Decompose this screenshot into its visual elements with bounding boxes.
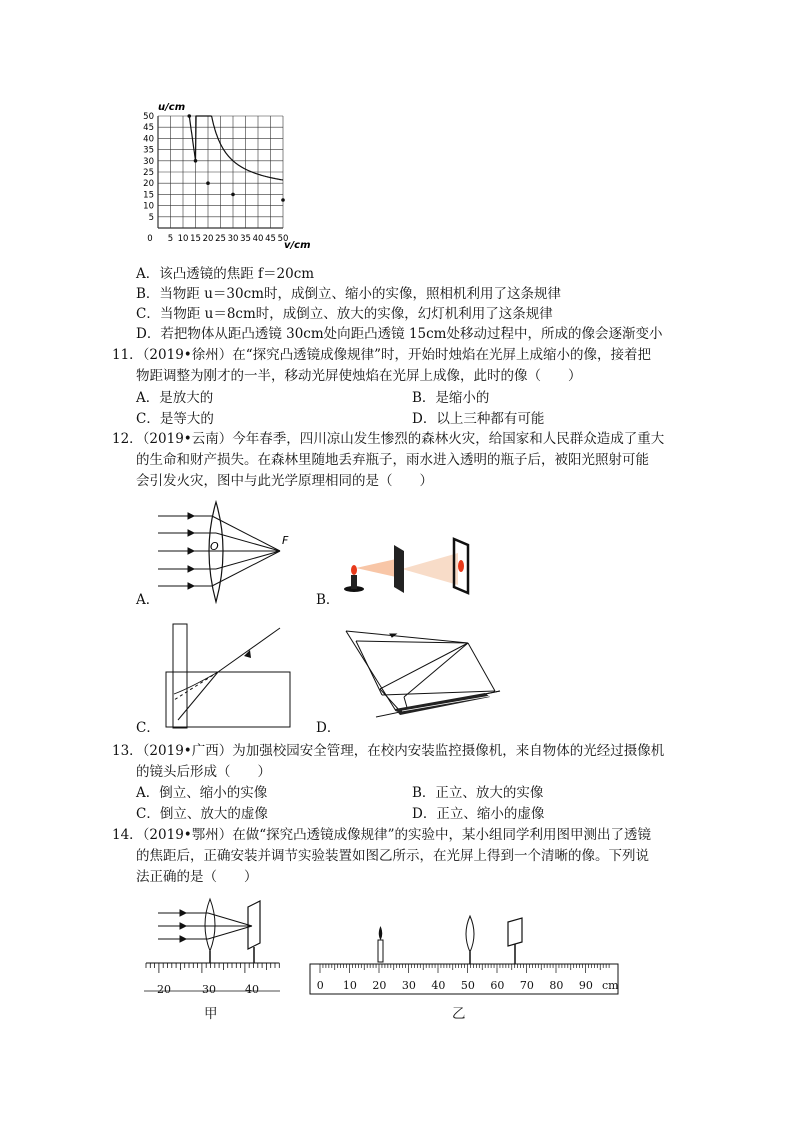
- graph-point: [194, 159, 198, 163]
- uv-graph: [130, 96, 330, 256]
- yi-tick-label: 80: [549, 979, 564, 992]
- q12-option-b: B．: [316, 592, 340, 608]
- q10-option-c: C．当物距 u＝8cm时，成倒立、放大的实像，幻灯机利用了这条规律: [136, 306, 553, 322]
- x-tick-label: 10: [177, 234, 189, 244]
- y-tick-label: 25: [143, 168, 154, 178]
- q13-option-a: A．倒立、缩小的实像: [136, 785, 268, 801]
- q14-stem-line1: 14．（2019•鄂州）在做“探究凸透镜成像规律”的实验中，某小组同学利用图甲测出了透镜: [112, 827, 652, 843]
- graph-point: [187, 114, 191, 118]
- q10-option-b: B．当物距 u＝30cm时，成倒立、缩小的实像，照相机利用了这条规律: [136, 286, 561, 302]
- y-tick-label: 35: [143, 145, 154, 156]
- graph-grid: [158, 116, 283, 228]
- jia-tick-20: 20: [157, 983, 171, 996]
- yi-tick-label: 50: [460, 979, 475, 992]
- y-tick-label: 5: [148, 212, 154, 223]
- x-tick-label: 35: [240, 234, 251, 244]
- x-tick-label: 40: [252, 234, 264, 244]
- graph-x-ticks: [147, 234, 288, 244]
- q10-option-a: A．该凸透镜的焦距 f＝20cm: [136, 266, 315, 282]
- x-tick-label: 20: [202, 234, 214, 244]
- q13-stem-line1: 13．（2019•广西）为加强校园安全管理，在校内安装监控摄像机，来自物体的光经过摄像机: [112, 743, 665, 759]
- graph-point: [281, 198, 285, 202]
- yi-tick-label: 20: [372, 979, 387, 992]
- q11-stem-line1: 11．（2019•徐州）在“探究凸透镜成像规律”时，开始时烛焰在光屏上成缩小的像，接着把: [112, 347, 652, 363]
- y-tick-label: 45: [143, 123, 154, 134]
- q13-stem-line2: 的镜头后形成（ ）: [136, 764, 271, 780]
- x-tick-label: 30: [227, 234, 239, 244]
- q12-fig-c-refraction: [160, 620, 300, 730]
- q11-option-d: D．以上三种都有可能: [412, 411, 545, 427]
- x-tick-label: 0: [147, 234, 153, 244]
- x-tick-label: 15: [190, 234, 201, 244]
- q14-stem-line3: 法正确的是（ ）: [136, 869, 258, 885]
- q13-option-c: C．倒立、放大的虚像: [136, 806, 268, 822]
- x-tick-label: 25: [215, 234, 226, 244]
- q13-option-d: D．正立、缩小的虚像: [412, 806, 545, 822]
- q12-option-d: D．: [316, 720, 341, 736]
- yi-unit: cm: [602, 979, 619, 992]
- graph-ylabel: u/cm: [158, 102, 186, 113]
- yi-tick-label: 60: [490, 979, 505, 992]
- q11-option-b: B．是缩小的: [412, 390, 490, 406]
- fig-yi-caption: 乙: [452, 1006, 466, 1022]
- x-tick-label: 50: [277, 234, 289, 244]
- yi-tick-label: 40: [431, 979, 446, 992]
- y-tick-label: 40: [143, 134, 154, 145]
- q10-option-d: D．若把物体从距凸透镜 30cm处向距凸透镜 15cm处移动过程中，所成的像会逐渐变小: [136, 326, 663, 342]
- q11-option-a: A．是放大的: [136, 390, 214, 406]
- yi-tick-label: 0: [316, 979, 324, 992]
- graph-point: [206, 181, 210, 185]
- y-tick-label: 10: [143, 201, 154, 212]
- x-tick-label: 45: [265, 234, 276, 244]
- graph-point: [231, 193, 235, 197]
- q14-stem-line2: 的焦距后，正确安装并调节实验装置如图乙所示，在光屏上得到一个清晰的像。下列说: [136, 848, 649, 864]
- q12-focus-label: F: [282, 534, 289, 547]
- q12-option-c: C．: [136, 720, 160, 736]
- jia-tick-40: 40: [245, 983, 259, 996]
- q12-lens-center-label: O: [210, 540, 219, 553]
- q12-fig-a-convex-lens: [150, 498, 300, 608]
- q12-stem-line2: 的生命和财产损失。在森林里随地丢弃瓶子，雨水进入透明的瓶子后，被阳光照射可能: [136, 452, 649, 468]
- y-tick-label: 30: [143, 156, 154, 167]
- yi-tick-label: 30: [401, 979, 416, 992]
- graph-xlabel: v/cm: [284, 240, 311, 251]
- y-tick-label: 15: [143, 190, 154, 201]
- x-tick-label: 5: [167, 234, 174, 244]
- q12-fig-b-pinhole: [338, 535, 478, 595]
- yi-tick-label: 10: [342, 979, 357, 992]
- graph-curve: [189, 116, 283, 180]
- y-tick-label: 50: [143, 112, 154, 122]
- q12-stem-line1: 12．（2019•云南）今年春季，四川凉山发生惨烈的森林火灾，给国家和人民群众造成了重大: [112, 431, 665, 447]
- jia-tick-30: 30: [202, 983, 216, 996]
- q12-fig-d-reflection: [340, 625, 520, 725]
- q11-stem-line2: 物距调整为刚才的一半，移动光屏使烛焰在光屏上成像，此时的像（ ）: [136, 368, 582, 384]
- graph-y-ticks: [143, 112, 154, 223]
- y-tick-label: 20: [143, 179, 154, 190]
- q13-option-b: B．正立、放大的实像: [412, 785, 544, 801]
- yi-tick-label: 90: [578, 979, 593, 992]
- q12-option-a: A．: [136, 592, 160, 608]
- fig-jia-caption: 甲: [204, 1006, 218, 1022]
- yi-tick-label: 70: [519, 979, 534, 992]
- q12-stem-line3: 会引发火灾，图中与此光学原理相同的是（ ）: [136, 473, 433, 489]
- q11-option-c: C．是等大的: [136, 411, 214, 427]
